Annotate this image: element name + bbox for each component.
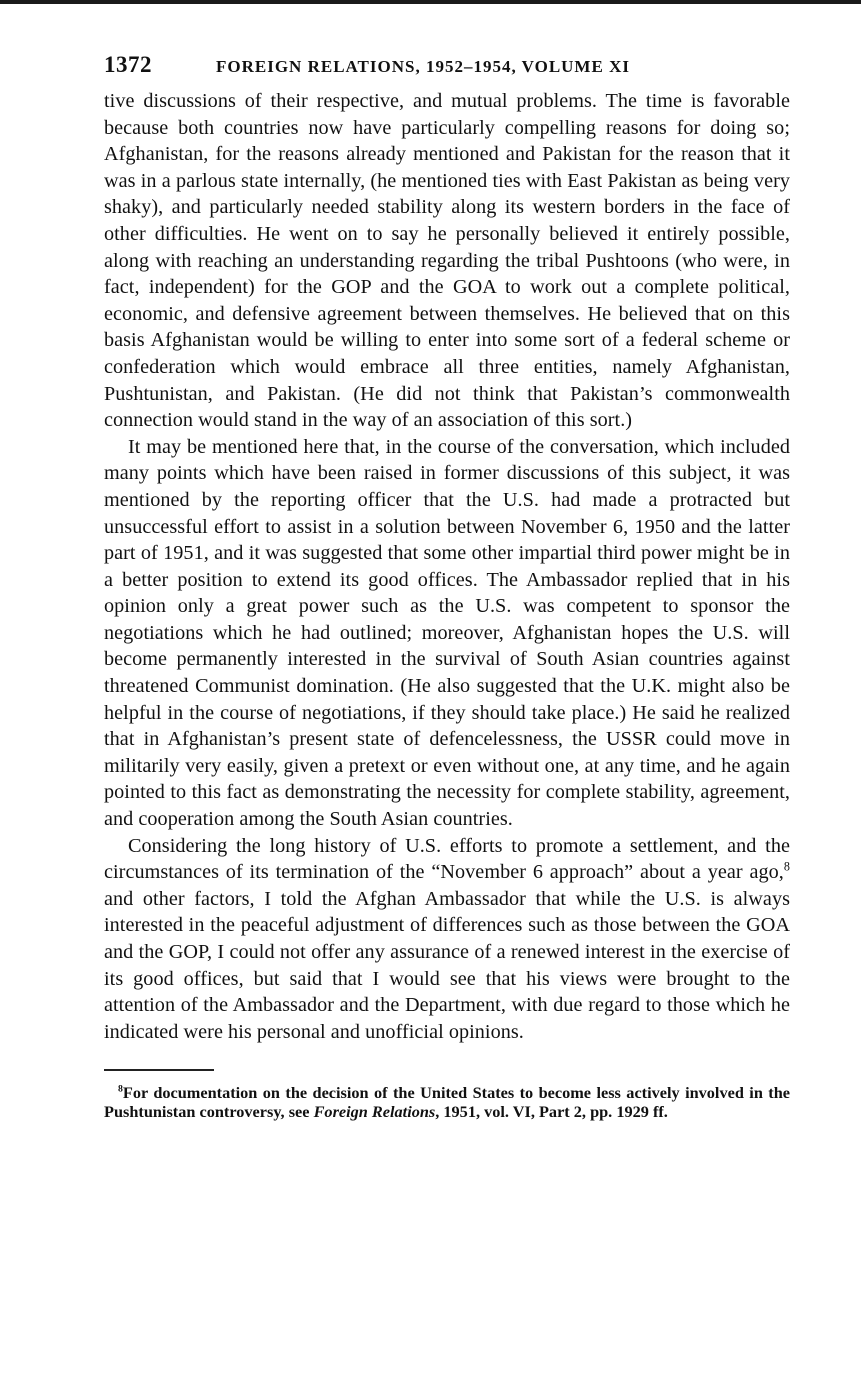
footnote	[104, 1083, 790, 1121]
footnote-reference: 8	[783, 859, 790, 874]
paragraph-3-text-a: Considering the long history of U.S. efforts to promote a settlement, and the circumstances of its termination of the “November 6 approach” about a year ago,	[104, 834, 790, 884]
top-border-rule	[0, 0, 861, 4]
footnote-citation-title: Foreign Relations	[313, 1102, 436, 1122]
paragraph-2: It may be mentioned here that, in the course of the conversation, which included many points which have been raised in former discussions of this subject, it was mentioned by the reporting officer that the U.S. had made a protracted but unsuccessful effort to assist in a solution between November 6, 1950 and the latter part of 1951, and it was suggested that some other impartial third power might be in a better position to extend its good offices. The Ambassador replied that in his opinion only a great power such as the U.S. was competent to sponsor the negotiations which he had outlined; moreover, Afghanistan hopes the U.S. will become permanently interested in the survival of South Asian countries against threatened Communist domination. (He also suggested that the U.K. might also be helpful in the course of negotiations, if they should take place.) He said he realized that in Afghanistan’s present state of defencelessness, the USSR could move in militarily very easily, given a pretext or even without one, at any time, and he again pointed to this fact as demonstrating the necessity for complete stability, agreement, and cooperation among the South Asian countries.	[104, 435, 790, 831]
footnote-text-b: , 1951, vol. VI, Part 2, pp. 1929 ff.	[435, 1102, 668, 1122]
footnote-text-a: For documentation on the decision of the United States to become less actively involved in the Pushtunistan controversy, see	[104, 1083, 790, 1122]
paragraph-3-text-b: and other factors, I told the Afghan Ambassador that while the U.S. is always interested in the peaceful adjustment of differences such as those between the GOA and the GOP, I could not offer any assurance of a renewed interest in the exercise of its good offices, but said that I would see that his views were brought to the attention of the Ambassador and the Department, with due regard to those which he indicated were his personal and unofficial opinions.	[104, 887, 790, 1043]
footnote-divider	[104, 1069, 214, 1071]
document-page	[104, 52, 790, 1121]
running-head: FOREIGN RELATIONS, 1952–1954, VOLUME XI	[216, 57, 630, 76]
page-header	[104, 52, 790, 88]
paragraph-3	[104, 833, 790, 1046]
paragraph-1: tive discussions of their respective, and mutual problems. The time is favorable because both countries now have particularly compelling reasons for doing so; Afghanistan, for the reasons already mentioned and Pakistan for the reason that it was in a parlous state internally, (he mentioned ties with East Pakistan as being very shaky), and particularly needed stability along its western borders in the face of other difficulties. He went on to say he personally believed it entirely possible, along with reaching an understanding regarding the tribal Pushtoons (who were, in fact, independent) for the GOP and the GOA to work out a complete political, economic, and defensive agreement between themselves. He believed that on this basis Afghanistan would be willing to enter into some sort of a federal scheme or confederation which would embrace all three entities, namely Afghanistan, Pushtunistan, and Pakistan. (He did not think that Pakistan’s commonwealth connection would stand in the way of an association of this sort.)	[104, 90, 790, 432]
footnote-marker: 8	[118, 1083, 123, 1095]
page-number: 1372	[104, 52, 152, 77]
